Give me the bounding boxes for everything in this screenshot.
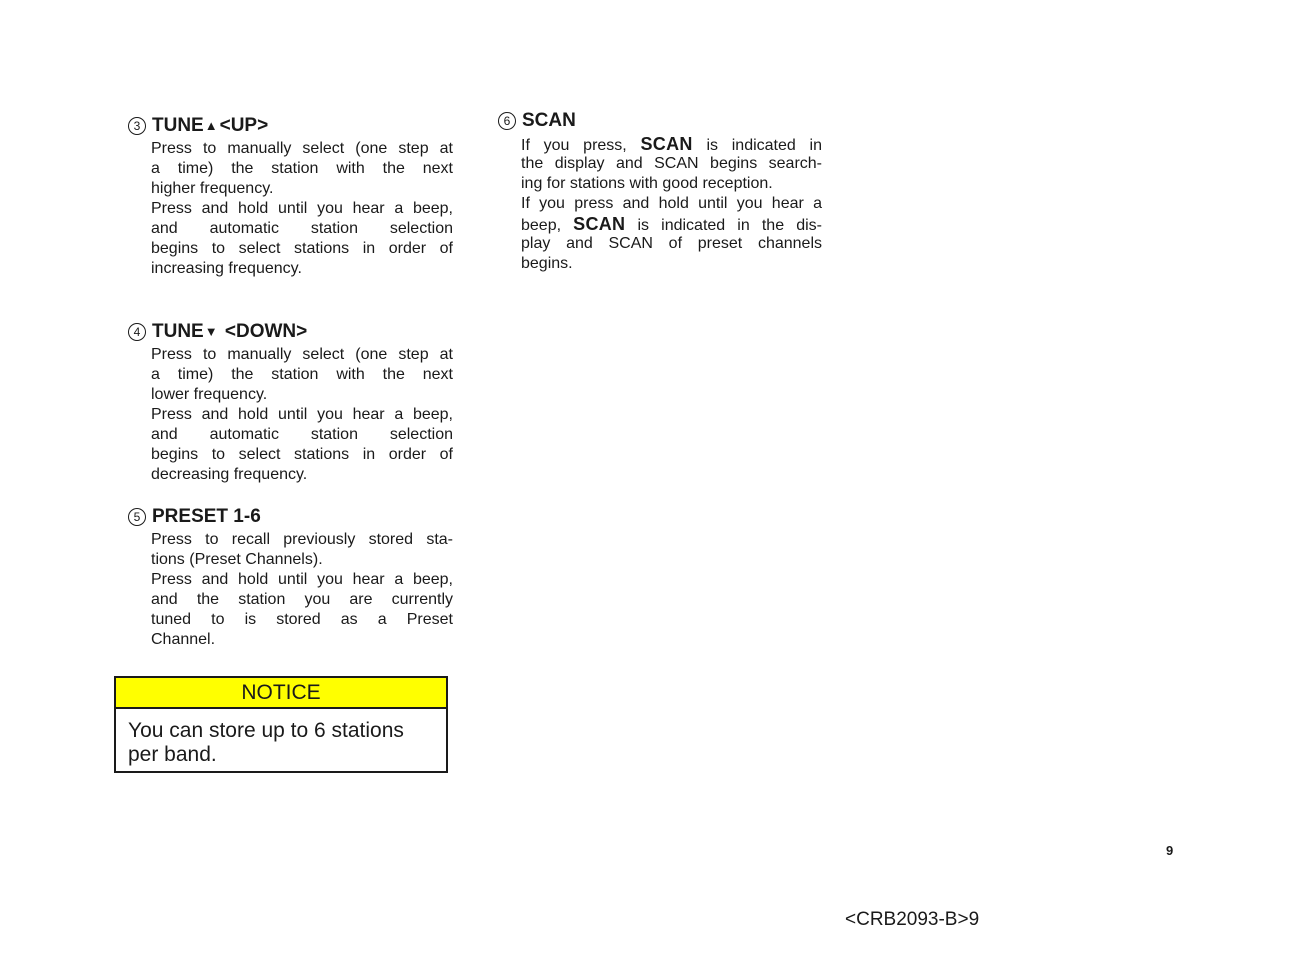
body-line — [521, 134, 822, 154]
scan-indicator-word: SCAN — [573, 214, 626, 234]
notice-box — [114, 676, 448, 773]
section-body — [151, 530, 453, 650]
section-tune-down — [128, 321, 453, 485]
body-line: higher frequency. — [151, 180, 274, 197]
section-heading — [498, 110, 822, 132]
notice-text — [116, 709, 446, 767]
heading-suffix: <DOWN> — [219, 321, 308, 342]
body-line: decreasing frequency. — [151, 466, 308, 483]
body-line: and the station you are currently — [151, 591, 453, 608]
body-line: begins to select stations in order of — [151, 446, 453, 463]
section-scan — [498, 110, 822, 274]
body-line: a time) the station with the next — [151, 366, 453, 383]
section-heading — [128, 115, 453, 137]
body-line: play and SCAN of preset channels — [521, 235, 822, 252]
body-line: ing for stations with good reception. — [521, 175, 773, 192]
body-text: is indicated in — [706, 137, 822, 154]
heading-title: TUNE — [152, 115, 204, 136]
body-line: begins to select stations in order of — [151, 240, 453, 257]
section-body — [151, 139, 453, 279]
body-line: a time) the station with the next — [151, 160, 453, 177]
body-line: the display and SCAN begins search- — [521, 155, 822, 172]
up-triangle-icon: ▲ — [204, 118, 218, 133]
section-body — [151, 345, 453, 485]
circled-number: 5 — [128, 508, 146, 526]
document-code: <CRB2093-B>9 — [845, 909, 980, 930]
body-line: Press to manually select (one step at — [151, 140, 453, 157]
body-line — [521, 214, 822, 234]
body-line: begins. — [521, 255, 573, 272]
notice-title: NOTICE — [116, 678, 446, 709]
page-number: 9 — [1166, 843, 1174, 858]
body-text: If you press, — [521, 137, 627, 154]
notice-line: You can store up to 6 stations — [128, 719, 404, 742]
circled-number: 4 — [128, 323, 146, 341]
heading-title: TUNE — [152, 321, 204, 342]
down-triangle-icon: ▼ — [204, 324, 218, 339]
body-line: Press to recall previously stored sta- — [151, 531, 453, 548]
notice-line: per band. — [128, 743, 217, 766]
heading-suffix: <UP> — [219, 115, 269, 136]
body-line: and automatic station selection — [151, 426, 453, 443]
heading-title: SCAN — [522, 110, 576, 131]
body-line: lower frequency. — [151, 386, 268, 403]
body-line: tions (Preset Channels). — [151, 551, 323, 568]
body-line: Press to manually select (one step at — [151, 346, 453, 363]
scan-indicator-word: SCAN — [640, 134, 693, 154]
body-line: increasing frequency. — [151, 260, 302, 277]
section-preset — [128, 506, 453, 650]
heading-title: PRESET 1-6 — [152, 506, 261, 527]
section-body — [521, 134, 822, 274]
section-heading — [128, 506, 453, 528]
body-line: If you press and hold until you hear a — [521, 195, 822, 212]
body-line: tuned to is stored as a Preset — [151, 611, 453, 628]
body-line: and automatic station selection — [151, 220, 453, 237]
body-line: Press and hold until you hear a beep, — [151, 571, 453, 588]
body-text: is indicated in the dis- — [637, 217, 822, 234]
circled-number: 3 — [128, 117, 146, 135]
body-text: beep, — [521, 217, 562, 234]
body-line: Channel. — [151, 631, 216, 648]
section-heading — [128, 321, 453, 343]
body-line: Press and hold until you hear a beep, — [151, 200, 453, 217]
section-tune-up — [128, 115, 453, 279]
body-line: Press and hold until you hear a beep, — [151, 406, 453, 423]
circled-number: 6 — [498, 112, 516, 130]
